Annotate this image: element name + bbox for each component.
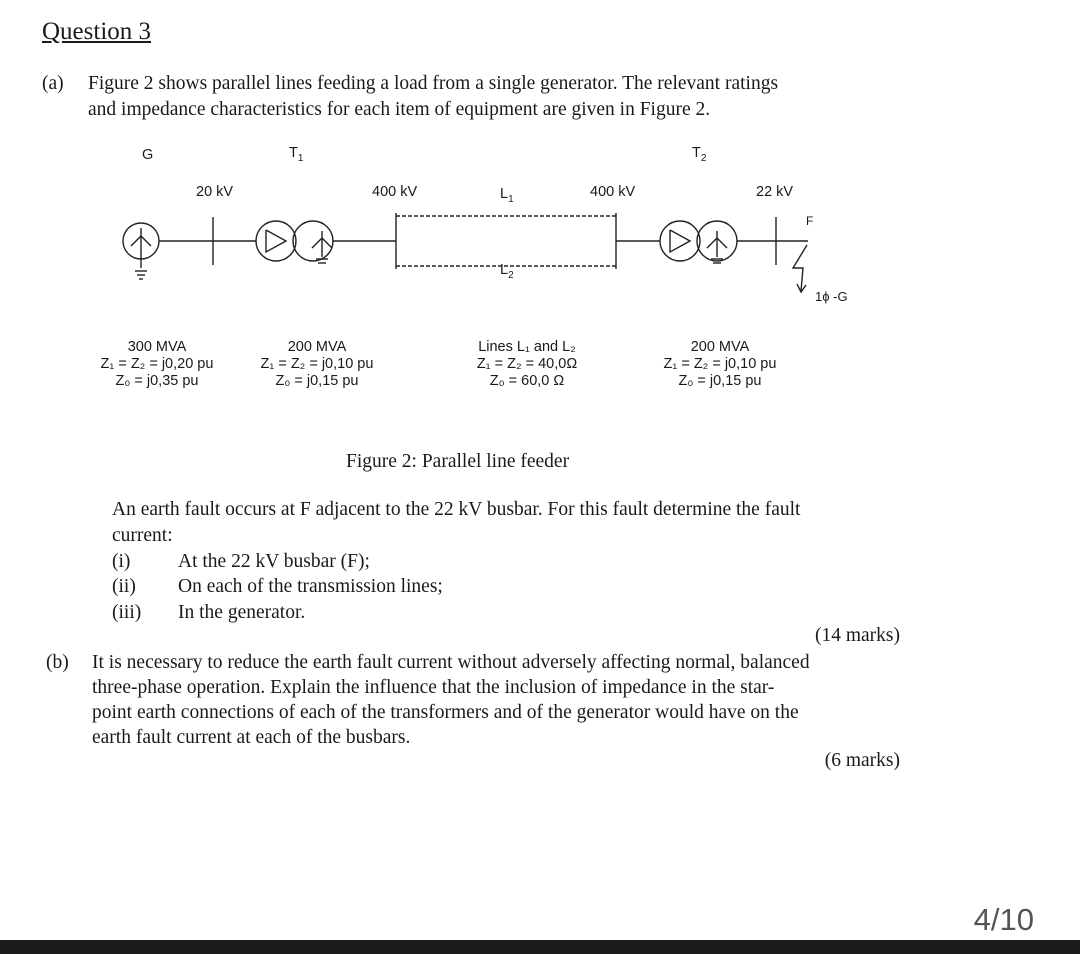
part-a-line-1: Figure 2 shows parallel lines feeding a load from a single generator. The relevant ratings — [88, 73, 779, 94]
item-number: (iii) — [112, 602, 142, 623]
fault-type-label: 1ϕ -G — [815, 289, 848, 304]
generator-specs: 300 MVA Z₁ = Z₂ = j0,20 pu Z₀ = j0,35 pu — [100, 339, 214, 389]
fault-text-line-2: current: — [112, 525, 173, 546]
t1-specs: 200 MVA Z₁ = Z₂ = j0,10 pu Z₀ = j0,15 pu — [260, 339, 374, 389]
single-line-diagram — [0, 0, 1080, 330]
part-b-label: (b) — [46, 652, 69, 673]
item-text: In the generator. — [178, 602, 306, 623]
busbar-400kv-left-label: 400 kV — [372, 184, 418, 200]
transformer-t1-symbol — [256, 221, 333, 263]
figure-caption: Figure 2: Parallel line feeder — [346, 451, 570, 472]
page-number: 4/10 — [973, 902, 1034, 937]
question-title: Question 3 — [42, 18, 152, 45]
part-b-line-1: It is necessary to reduce the earth fault current without adversely affecting normal, balanced — [92, 652, 810, 673]
bottom-bar — [0, 940, 1080, 954]
t1-label: $T_1$ — [289, 145, 304, 164]
busbar-22kv-label: 22 kV — [756, 184, 794, 200]
part-b-line-4: earth fault current at each of the busbars. — [92, 727, 411, 748]
busbar-20kv-label: 20 kV — [196, 184, 234, 200]
line-l1-label: $L_1$ — [500, 186, 514, 205]
item-text: On each of the transmission lines; — [178, 576, 443, 597]
part-b-marks: (6 marks) — [824, 750, 900, 771]
transformer-t2-symbol — [660, 221, 737, 263]
item-number: (i) — [112, 551, 131, 572]
t2-label: $T_2$ — [692, 145, 707, 164]
part-b-line-3: point earth connections of each of the transformers and of the generator would have on the — [92, 702, 799, 723]
t2-specs: 200 MVA Z₁ = Z₂ = j0,10 pu Z₀ = j0,15 pu — [663, 339, 777, 389]
item-number: (ii) — [112, 576, 136, 597]
lines-specs: Lines L₁ and L₂ Z₁ = Z₂ = 40,0Ω Z₀ = 60,0 Ω — [476, 339, 578, 389]
item-text: At the 22 kV busbar (F); — [178, 551, 370, 572]
generator-symbol — [123, 223, 159, 279]
line-l2-label: $L_2$ — [500, 262, 514, 281]
generator-label: G — [142, 147, 154, 163]
fault-text-line-1: An earth fault occurs at F adjacent to the 22 kV busbar. For this fault determine the fault — [112, 499, 801, 520]
part-a-line-2: and impedance characteristics for each item of equipment are given in Figure 2. — [88, 99, 711, 120]
fault-arrow-icon — [793, 245, 807, 292]
part-b-line-2: three-phase operation. Explain the influence that the inclusion of impedance in the star- — [92, 677, 775, 698]
part-a-label: (a) — [42, 73, 64, 94]
fault-point-label: F — [806, 214, 814, 228]
busbar-400kv-right-label: 400 kV — [590, 184, 636, 200]
part-a-marks: (14 marks) — [814, 625, 900, 646]
